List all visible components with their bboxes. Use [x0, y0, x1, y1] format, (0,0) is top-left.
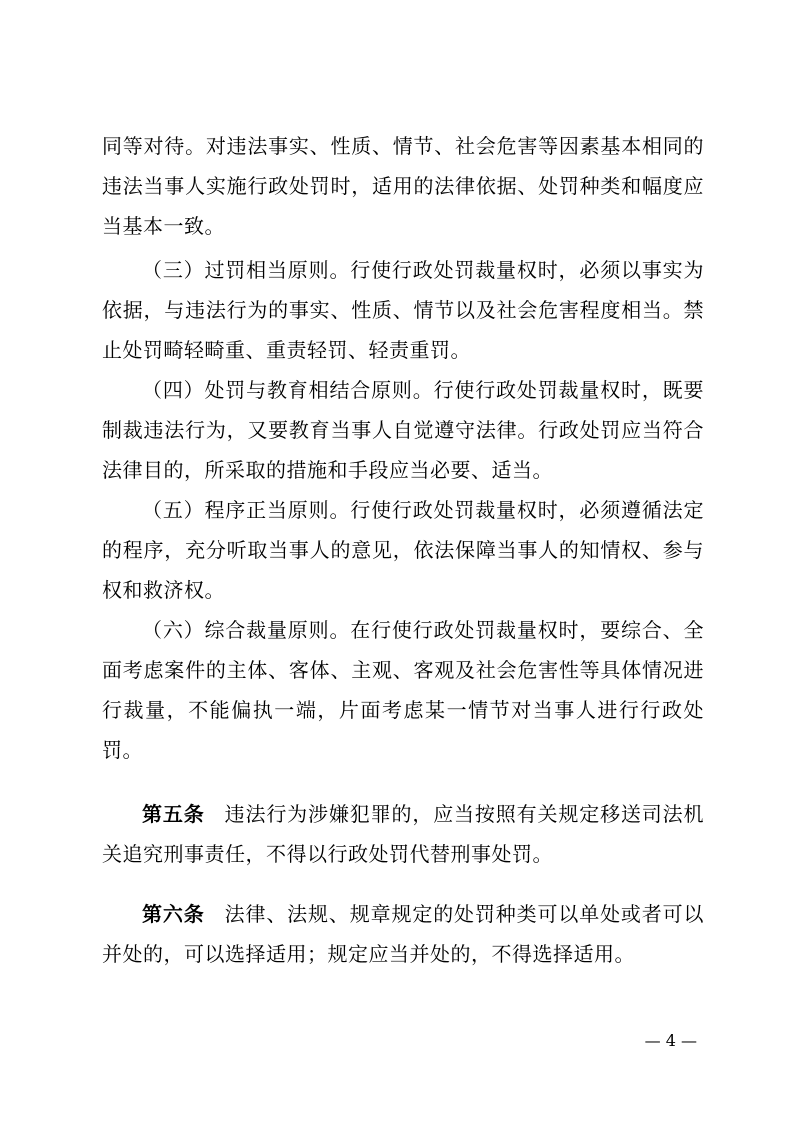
- article-5: [102, 794, 704, 874]
- article-label: 第五条: [142, 802, 205, 826]
- paragraph-principle-3: （三）过罚相当原则。行使行政处罚裁量权时，必须以事实为依据，与违法行为的事实、性质、情节以及社会危害程度相当。禁止处罚畸轻畸重、重责轻罚、轻责重罚。: [102, 258, 704, 362]
- article-6: [102, 894, 704, 974]
- article-label: 第六条: [142, 902, 205, 926]
- paragraph-principle-4: （四）处罚与教育相结合原则。行使行政处罚裁量权时，既要制裁违法行为，又要教育当事人自觉遵守法律。行政处罚应当符合法律目的，所采取的措施和手段应当必要、适当。: [102, 378, 704, 482]
- page-number: — 4 —: [644, 1031, 697, 1050]
- paragraph-principle-6: （六）综合裁量原则。在行使行政处罚裁量权时，要综合、全面考虑案件的主体、客体、主观、客观及社会危害性等具体情况进行裁量，不能偏执一端，片面考虑某一情节对当事人进行行政处罚。: [102, 618, 704, 762]
- article-text: 违法行为涉嫌犯罪的，应当按照有关规定移送司法机关追究刑事责任，不得以行政处罚代替刑事处罚。: [102, 802, 705, 866]
- paragraph-principle-5: （五）程序正当原则。行使行政处罚裁量权时，必须遵循法定的程序，充分听取当事人的意见，依法保障当事人的知情权、参与权和救济权。: [102, 498, 704, 602]
- article-text: 法律、法规、规章规定的处罚种类可以单处或者可以并处的，可以选择适用；规定应当并处的，不得选择适用。: [102, 902, 705, 966]
- paragraph-continuation: 同等对待。对违法事实、性质、情节、社会危害等因素基本相同的违法当事人实施行政处罚时，适用的法律依据、处罚种类和幅度应当基本一致。: [102, 134, 704, 238]
